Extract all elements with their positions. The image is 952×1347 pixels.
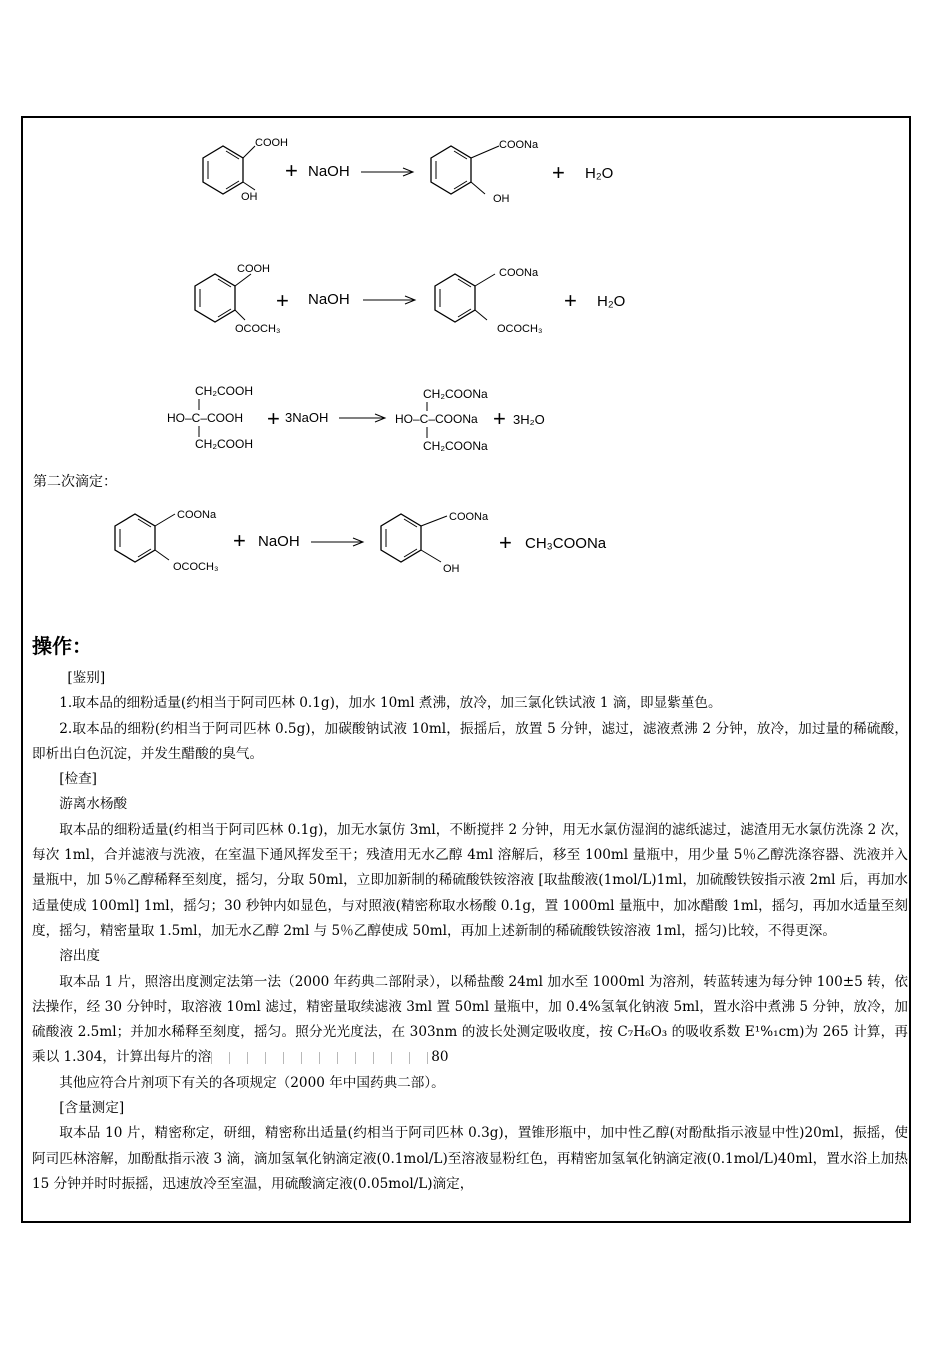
substituent-label: OCOCH₃ (235, 323, 281, 335)
plus-sign: + (233, 528, 246, 553)
reaction-equation-3 (23, 376, 913, 456)
paragraph-text: 取本品 1 片，照溶出度测定法第一法（2000 年药典二部附录），以稀盐酸 24ml 加水至 1000ml 为溶剂，转蓝转速为每分钟 100±5 转，依法操作，经 30 分钟时，取溶液 10ml 滤过，精密量取续滤液 3ml 置 50ml 量瓶中，加 0.4%氢氧化钠液 5ml，置水浴中煮沸 5 分钟，放冷，加硫酸液 2.5ml；并加水稀释至刻度，摇匀。照分光光度法，在 303nm 的波长处测定吸收度，按 C₇H₆O₃ 的吸收系数 E¹%₁cm)为 265 计算，再乘以 1.304，计算出每片的溶 (32, 973, 908, 1066)
reaction-equation-4 (23, 496, 913, 576)
byproduct-label: H₂O (585, 165, 614, 182)
reaction-arrow-icon (311, 538, 363, 546)
plus-sign: + (493, 406, 506, 431)
subsection-label: 游离水杨酸 (59, 796, 128, 813)
paragraph: 1.取本品的细粉适量(约相当于阿司匹林 0.1g)，加水 10ml 煮沸，放冷，加三氯化铁试液 1 滴，即显紫堇色。 (59, 695, 722, 712)
molecule-line: CH₂COOH (195, 384, 253, 398)
substituent-label: COONa (499, 267, 539, 279)
section-label: [鉴别] (67, 670, 106, 686)
substituent-label: OCOCH₃ (173, 561, 219, 573)
substituent-label: OH (241, 191, 258, 203)
benzene-ring-icon (435, 274, 495, 322)
substituent-label: COOH (255, 137, 288, 149)
paragraph (32, 970, 908, 1071)
dissolution-value: 80 (431, 1049, 449, 1066)
substituent-label: COONa (449, 511, 489, 523)
reagent-label: NaOH (308, 291, 350, 308)
plus-sign: + (285, 158, 298, 183)
molecule-line: HO–C–COONa (395, 412, 478, 426)
benzene-ring-icon (195, 274, 251, 322)
molecule-line: CH₂COONa (423, 387, 488, 401)
benzene-ring-icon (381, 514, 447, 562)
paragraph: 2.取本品的细粉(约相当于阿司匹林 0.5g)，加碳酸钠试液 10ml，振摇后，放置 5 分钟，滤过，滤液煮沸 2 分钟，放冷，加过量的稀硫酸，即析出白色沉淀，并发生醋酸的臭气。 (32, 720, 908, 762)
paragraph: 其他应符合片剂项下有关的各项规定（2000 年中国药典二部）。 (59, 1074, 445, 1091)
substituent-label: COONa (499, 139, 539, 151)
substituent-label: COOH (237, 263, 270, 275)
benzene-ring-icon (203, 146, 255, 194)
reaction-arrow-icon (339, 414, 385, 422)
section-label: [检查] (59, 771, 97, 788)
substituent-label: OH (443, 563, 460, 575)
plus-sign: + (499, 530, 512, 555)
section-label: [含量测定] (59, 1100, 125, 1117)
benzene-ring-icon (431, 146, 499, 194)
reagent-label: NaOH (258, 533, 300, 550)
reaction-equation-1 (23, 128, 913, 208)
molecule-line: HO–C–COOH (167, 411, 244, 425)
second-titration-label: 第二次滴定： (33, 474, 117, 490)
operations-heading: 操作： (32, 634, 92, 658)
molecule-line: CH₂COONa (423, 439, 488, 453)
reaction-equation-2 (23, 256, 913, 336)
procedure-text (32, 666, 908, 1197)
molecule-line: CH₂COOH (195, 437, 253, 451)
plus-sign: + (276, 288, 289, 313)
reaction-arrow-icon (361, 168, 413, 176)
byproduct-label: CH₃COONa (525, 535, 607, 552)
document-frame (21, 116, 911, 1223)
plus-sign: + (552, 160, 565, 185)
plus-sign: + (564, 288, 577, 313)
garbled-text-artifact (211, 1052, 431, 1064)
substituent-label: OCOCH₃ (497, 323, 543, 335)
paragraph: 取本品的细粉适量(约相当于阿司匹林 0.1g)，加无水氯仿 3ml，不断搅拌 2 分钟，用无水氯仿湿润的滤纸滤过，滤渣用无水氯仿洗涤 2 次，每次 1ml，合并滤液与洗液，在室温下通风挥发至干；残渣用无水乙醇 4ml 溶解后，移至 100ml 量瓶中，用少量 5％乙醇洗涤容器、洗液并入量瓶中，加 5％乙醇稀释至刻度，摇匀，分取 50ml，立即加新制的稀硫酸铁铵溶液 [取盐酸液(1mol/L)1ml，加硫酸铁铵指示液 2ml 后，再加水适量使成 100ml] 1ml，摇匀；30 秒钟内如显色，与对照液(精密称取水杨酸 0.1g，置 1000ml 量瓶中，加冰醋酸 1ml，摇匀，再加水适量至刻度，摇匀，精密量取 1.5ml，加无水乙醇 2ml 与 5％乙醇使成 50ml，再加上述新制的稀硫酸铁铵溶液 1ml，摇匀)比较，不得更深。 (32, 821, 908, 939)
byproduct-label: H₂O (597, 293, 626, 310)
reagent-label: 3NaOH (285, 410, 329, 425)
paragraph: 取本品 10 片，精密称定，研细，精密称出适量(约相当于阿司匹林 0.3g)，置锥形瓶中，加中性乙醇(对酚酞指示液显中性)20ml，振摇，使阿司匹林溶解，加酚酞指示液 3 滴，滴加氢氧化钠滴定液(0.1mol/L)至溶液显粉红色，再精密加氢氧化钠滴定液(0.1mol/L)40ml，置水浴上加热 15 分钟并时时振摇，迅速放冷至室温，用硫酸滴定液(0.05mol/L)滴定， (32, 1125, 908, 1192)
subsection-label: 溶出度 (59, 948, 100, 965)
reagent-label: NaOH (308, 163, 350, 180)
plus-sign: + (267, 406, 280, 431)
substituent-label: OH (493, 193, 510, 205)
reaction-arrow-icon (363, 296, 415, 304)
substituent-label: COONa (177, 509, 217, 521)
byproduct-label: 3H₂O (513, 412, 545, 427)
benzene-ring-icon (115, 514, 175, 562)
